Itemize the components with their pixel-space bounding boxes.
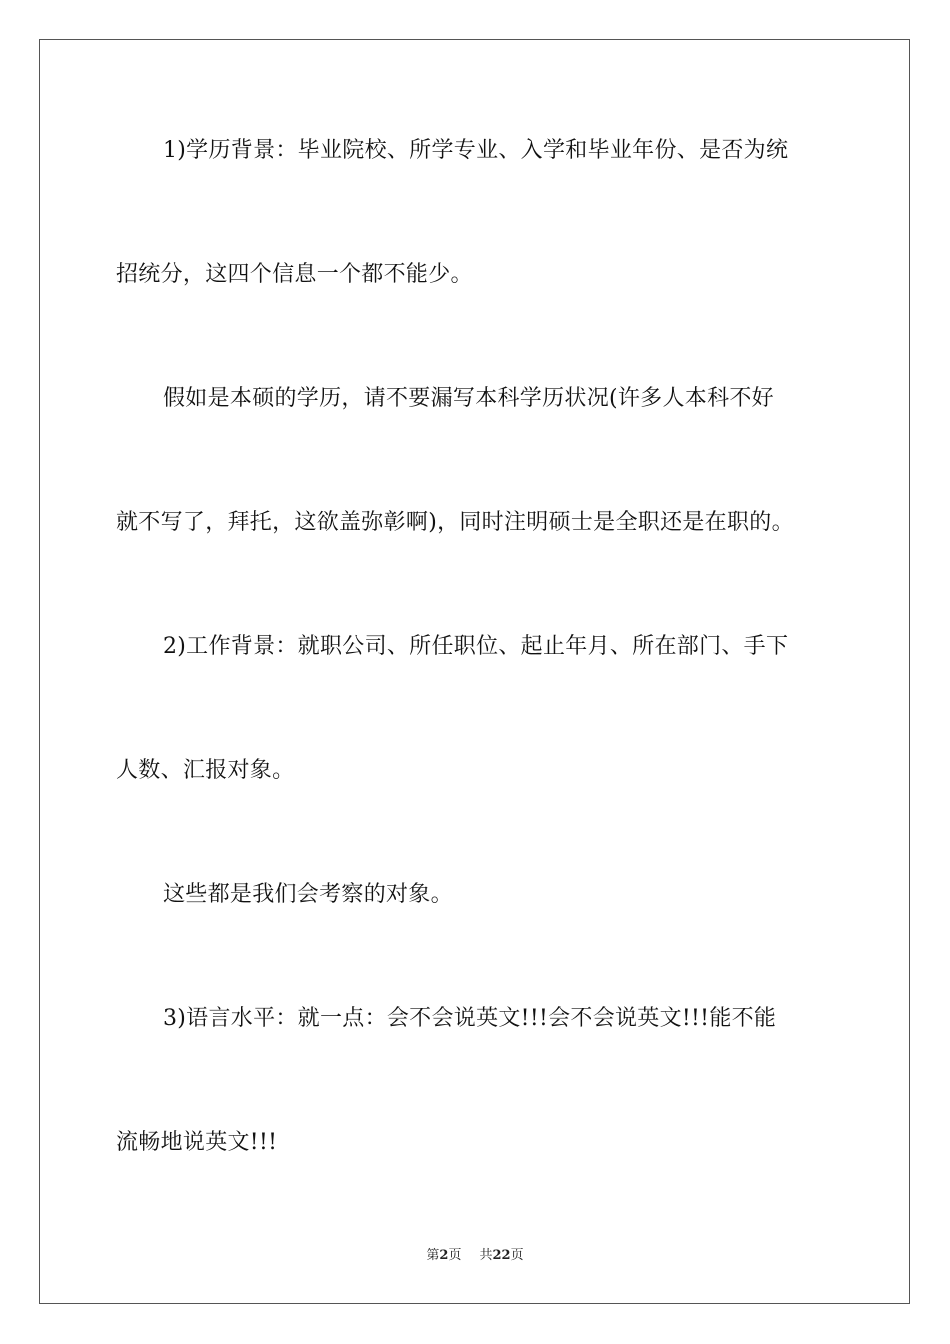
- total-suffix: 页: [510, 1248, 524, 1263]
- page-prefix: 第: [426, 1248, 440, 1263]
- page-footer: [0, 1247, 950, 1265]
- paragraph-2-line-1: 假如是本硕的学历，请不要漏写本科学历状况(许多人本科不好: [163, 386, 774, 411]
- paragraph-3-line-1: 2)工作背景：就职公司、所任职位、起止年月、所在部门、手下: [163, 634, 789, 659]
- paragraph-5-line-1: 3)语言水平：就一点：会不会说英文!!!会不会说英文!!!能不能: [163, 1006, 777, 1031]
- page-suffix: 页: [448, 1248, 462, 1263]
- paragraph-5-line-2: 流畅地说英文!!!: [116, 1130, 278, 1155]
- paragraph-1-line-2: 招统分，这四个信息一个都不能少。: [116, 262, 473, 287]
- paragraph-2-line-2: 就不写了，拜托，这欲盖弥彰啊)，同时注明硕士是全职还是在职的。: [116, 510, 794, 535]
- paragraph-1-line-1: 1)学历背景：毕业院校、所学专业、入学和毕业年份、是否为统: [163, 138, 789, 163]
- page-frame: [39, 39, 910, 1304]
- total-pages: 22: [492, 1248, 511, 1263]
- paragraph-3-line-2: 人数、汇报对象。: [116, 758, 295, 783]
- total-prefix: 共: [479, 1248, 493, 1263]
- page-number: 2: [439, 1248, 449, 1263]
- paragraph-4-line-1: 这些都是我们会考察的对象。: [163, 882, 453, 907]
